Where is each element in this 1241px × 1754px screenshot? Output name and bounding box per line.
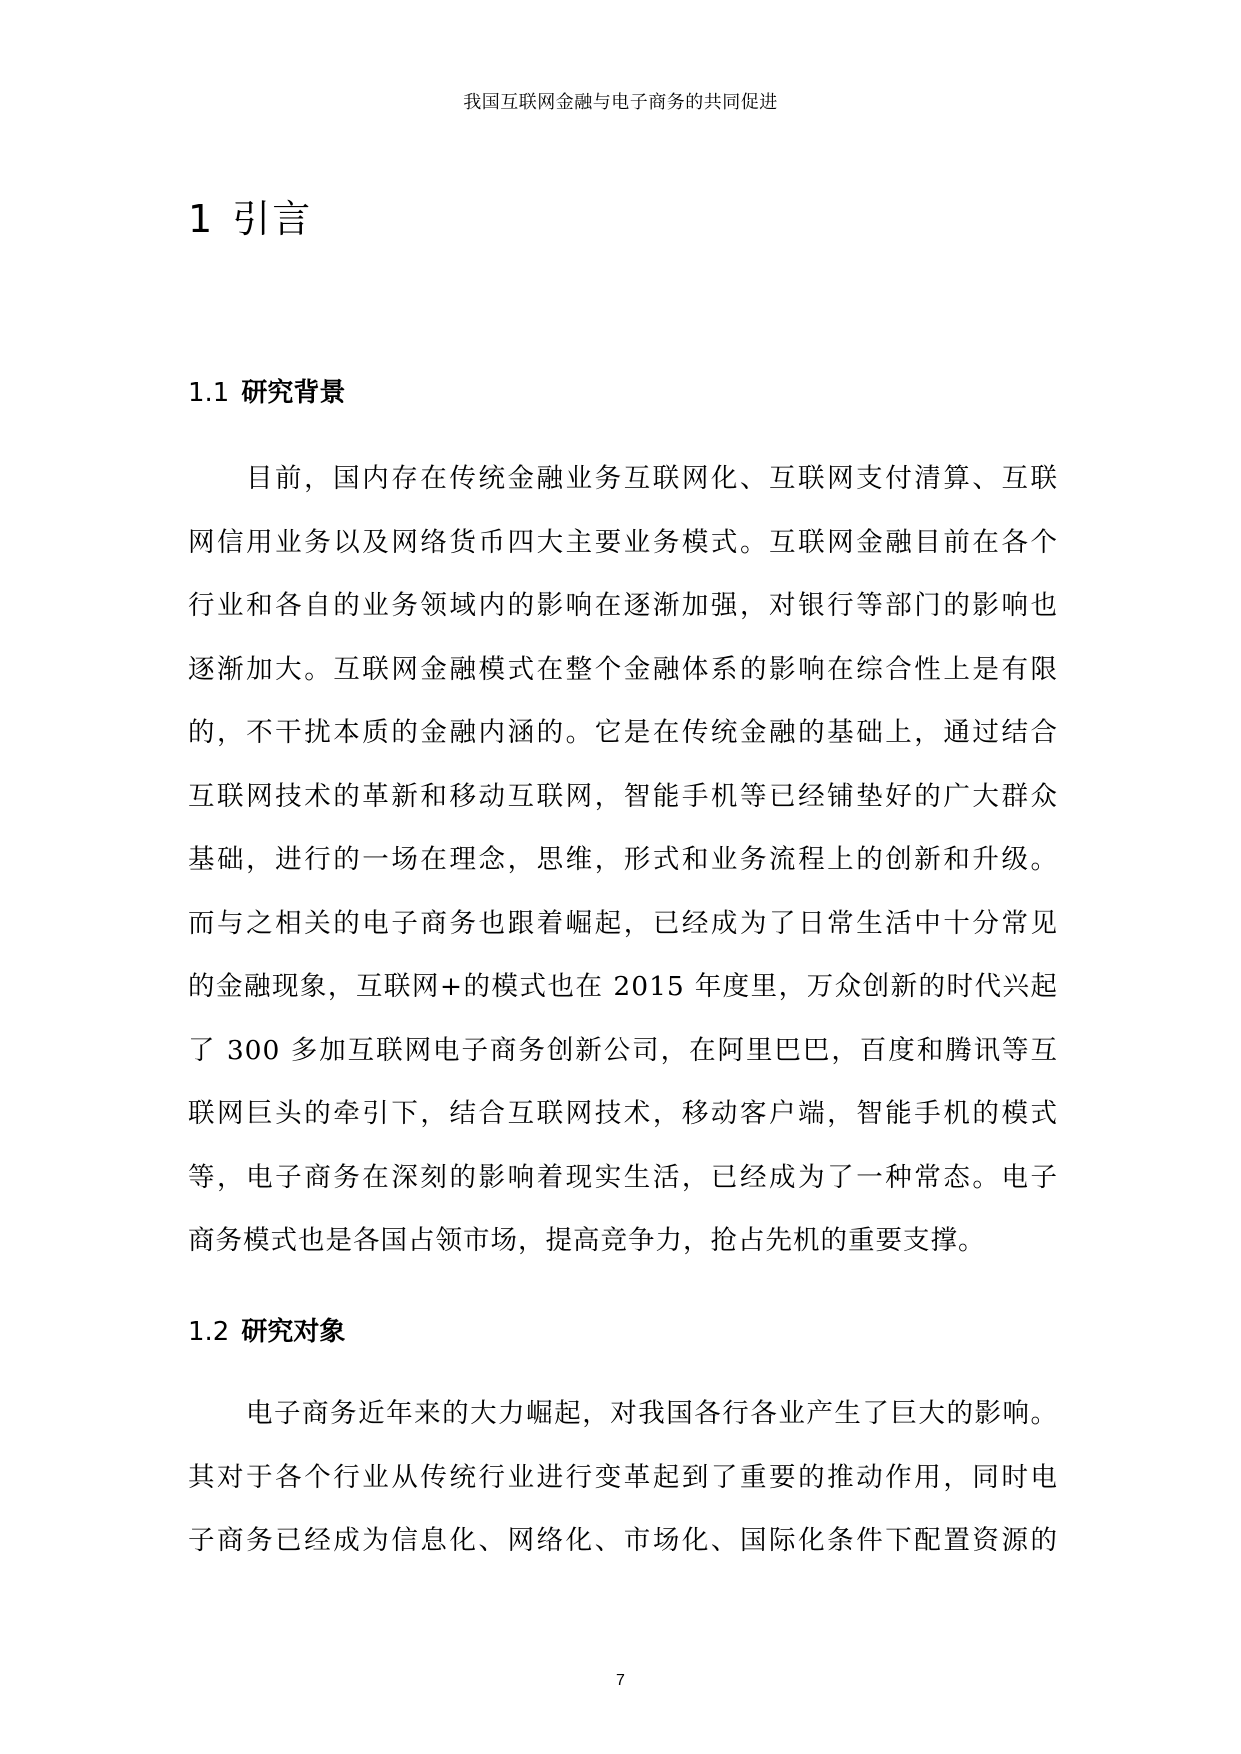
paragraph-line: 行业和各自的业务领域内的影响在逐渐加强，对银行等部门的影响也 xyxy=(188,590,1058,621)
page-number: 7 xyxy=(616,1672,625,1689)
paragraph-line: 电子商务近年来的大力崛起，对我国各行各业产生了巨大的影响。 xyxy=(246,1398,1058,1429)
section-title-text: 研究背景 xyxy=(241,378,346,408)
paragraph-line: 网信用业务以及网络货币四大主要业务模式。互联网金融目前在各个 xyxy=(188,526,1058,558)
paragraph-line: 逐渐加大。互联网金融模式在整个金融体系的影响在综合性上是有限 xyxy=(188,653,1058,685)
paragraph-line: 互联网技术的革新和移动互联网，智能手机等已经铺垫好的广大群众 xyxy=(188,780,1058,812)
running-header: 我国互联网金融与电子商务的共同促进 xyxy=(463,92,778,113)
section-1-2-paragraph xyxy=(188,1382,1058,1573)
section-heading-1-1 xyxy=(188,372,345,409)
section-title-text: 研究对象 xyxy=(241,1317,346,1347)
paragraph-line: 基础，进行的一场在理念，思维，形式和业务流程上的创新和升级。 xyxy=(188,844,1058,875)
paragraph-line: 而与之相关的电子商务也跟着崛起，已经成为了日常生活中十分常见 xyxy=(188,907,1058,939)
paragraph-line: 子商务已经成为信息化、网络化、市场化、国际化条件下配置资源的 xyxy=(188,1525,1058,1556)
section-number: 1.2 xyxy=(188,1317,230,1347)
paragraph-line: 目前，国内存在传统金融业务互联网化、互联网支付清算、互联 xyxy=(246,463,1058,494)
paragraph-line: 其对于各个行业从传统行业进行变革起到了重要的推动作用，同时电 xyxy=(188,1461,1058,1493)
chapter-title-text: 引言 xyxy=(232,197,313,241)
section-heading-1-2 xyxy=(188,1311,345,1348)
paragraph-line: 的，不干扰本质的金融内涵的。它是在传统金融的基础上，通过结合 xyxy=(188,717,1058,748)
chapter-title xyxy=(188,188,312,243)
chapter-number: 1 xyxy=(188,197,215,241)
section-number: 1.1 xyxy=(188,378,230,408)
section-1-1-paragraph xyxy=(188,447,1058,1273)
paragraph-line: 等，电子商务在深刻的影响着现实生活，已经成为了一种常态。电子 xyxy=(188,1161,1058,1193)
paragraph-line: 商务模式也是各国占领市场，提高竞争力，抢占先机的重要支撑。 xyxy=(188,1225,986,1256)
paragraph-line: 的金融现象，互联网+的模式也在 2015 年度里，万众创新的时代兴起 xyxy=(188,971,1058,1002)
paragraph-line: 联网巨头的牵引下，结合互联网技术，移动客户端，智能手机的模式 xyxy=(188,1098,1058,1129)
paragraph-line: 了 300 多加互联网电子商务创新公司，在阿里巴巴，百度和腾讯等互 xyxy=(188,1034,1058,1066)
header-rule xyxy=(188,118,1054,119)
